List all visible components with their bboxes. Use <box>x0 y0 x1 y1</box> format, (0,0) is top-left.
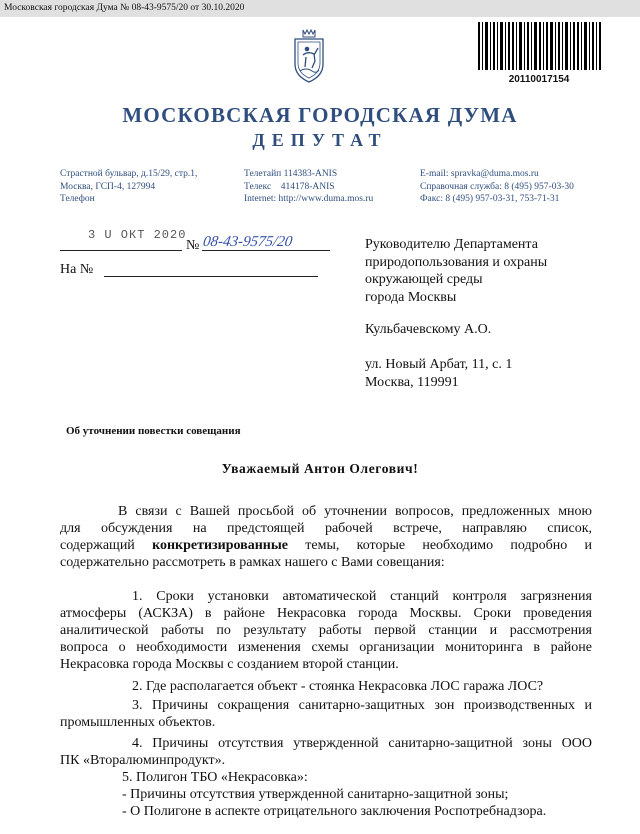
item-5 <box>60 769 592 820</box>
letterhead-title: МОСКОВСКАЯ ГОРОДСКАЯ ДУМА <box>122 103 518 127</box>
outgoing-number-handwritten: 08-43-9575/20 <box>201 234 294 250</box>
contact-line: Internet: http://www.duma.mos.ru <box>244 194 374 204</box>
body-line: для обсуждения на предстоящей рабочей встрече, направляю список, <box>60 521 592 536</box>
body-line: промышленных объектов. <box>60 715 216 730</box>
body-line: 3. Причины сокращения санитарно-защитных зон производственных и <box>132 698 592 713</box>
number-sign: № <box>186 238 200 253</box>
contact-column-email <box>420 168 574 206</box>
item-2 <box>60 678 592 695</box>
addressee-position <box>365 236 547 306</box>
body-line: - Причины отсутствия утвержденной санитарно-защитной зоны; <box>122 787 509 802</box>
barcode-bars-icon <box>474 20 604 70</box>
addressee-address <box>365 356 512 391</box>
body-line: Некрасовка города Москвы с созданием второй станции. <box>60 657 399 672</box>
addressee-name: Кульбачевскому А.О. <box>365 322 492 337</box>
letter-subject: Об уточнении повестки совещания <box>66 425 241 437</box>
address-line: ул. Новый Арбат, 11, с. 1 <box>365 357 513 372</box>
addressee-line: природопользования и охраны <box>365 254 548 270</box>
body-line: - О Полигоне в аспекте отрицательного заключения Роспотребнадзора. <box>122 804 547 819</box>
body-line: 1. Сроки установки автоматической станций контроля загрязнения <box>132 589 592 604</box>
body-line: В связи с Вашей просьбой об уточнении вопросов, предложенных мною <box>118 504 592 519</box>
reference-number-underline <box>104 276 318 277</box>
contact-line: Справочная служба: 8 (495) 957-03-30 <box>420 181 574 192</box>
body-line: аналитической работы по результату работы первой станции и рассмотрения <box>60 623 592 638</box>
body-text: содержащий <box>60 538 153 553</box>
letterhead-subtitle: ДЕПУТАТ <box>252 130 388 150</box>
item-3 <box>60 697 592 731</box>
intro-paragraph <box>60 503 592 571</box>
salutation: Уважаемый Антон Олегович! <box>221 461 419 476</box>
item-1 <box>60 588 592 673</box>
date-underline <box>60 250 182 251</box>
document-header-bar <box>0 0 640 17</box>
body-line: ПК «Вторалюминпродукт». <box>60 753 226 768</box>
reference-number-label: На № <box>60 262 94 277</box>
contact-column-telex <box>244 168 373 206</box>
moscow-coat-of-arms-icon <box>290 28 328 84</box>
header-bar-text: Московская городская Дума № 08-43-9575/20 от 30.10.2020 <box>4 3 245 13</box>
body-text: темы, которые необходимо подробно и <box>288 538 592 553</box>
barcode <box>474 20 604 110</box>
body-bold-text: конкретизированные <box>152 538 288 553</box>
date-stamp: 3 U ОКТ 2020 <box>88 228 187 242</box>
body-line: вопроса о необходимости изменения схемы организации мониторинга в районе <box>60 640 592 655</box>
addressee-line: города Москвы <box>365 289 457 305</box>
contact-line: Страстной бульвар, д.15/29, стр.1, <box>60 169 198 179</box>
contact-line: Телефон <box>60 194 95 204</box>
contact-column-address <box>60 168 197 206</box>
contact-line: Телекс 414178-ANIS <box>244 181 335 192</box>
body-line: атмосферы (АСКЗА) в районе Некрасовка города Москвы. Сроки проведения <box>60 606 592 621</box>
body-line: 4. Причины отсутствия утвержденной санитарно-защитной зоны ООО <box>132 736 592 751</box>
body-line: 5. Полигон ТБО «Некрасовка»: <box>122 770 308 785</box>
address-line: Москва, 119991 <box>365 374 459 390</box>
body-line <box>60 537 592 554</box>
body-line: содержательно рассмотреть в рамках нашего с Вами совещания: <box>60 555 445 570</box>
contact-line: E-mail: spravka@duma.mos.ru <box>420 169 539 179</box>
contact-line: Телетайп 114383-ANIS <box>244 169 338 179</box>
body-line: 2. Где располагается объект - стоянка Некрасовка ЛОС гаража ЛОС? <box>132 679 544 694</box>
barcode-number: 20110017154 <box>508 74 570 85</box>
contact-line: Факс: 8 (495) 957-03-31, 753-71-31 <box>420 194 560 204</box>
addressee-line: окружающей среды <box>365 272 483 287</box>
number-underline <box>202 250 330 251</box>
addressee-line: Руководителю Департамента <box>365 237 538 252</box>
contact-line: Москва, ГСП-4, 127994 <box>60 181 156 192</box>
item-4 <box>60 735 592 769</box>
